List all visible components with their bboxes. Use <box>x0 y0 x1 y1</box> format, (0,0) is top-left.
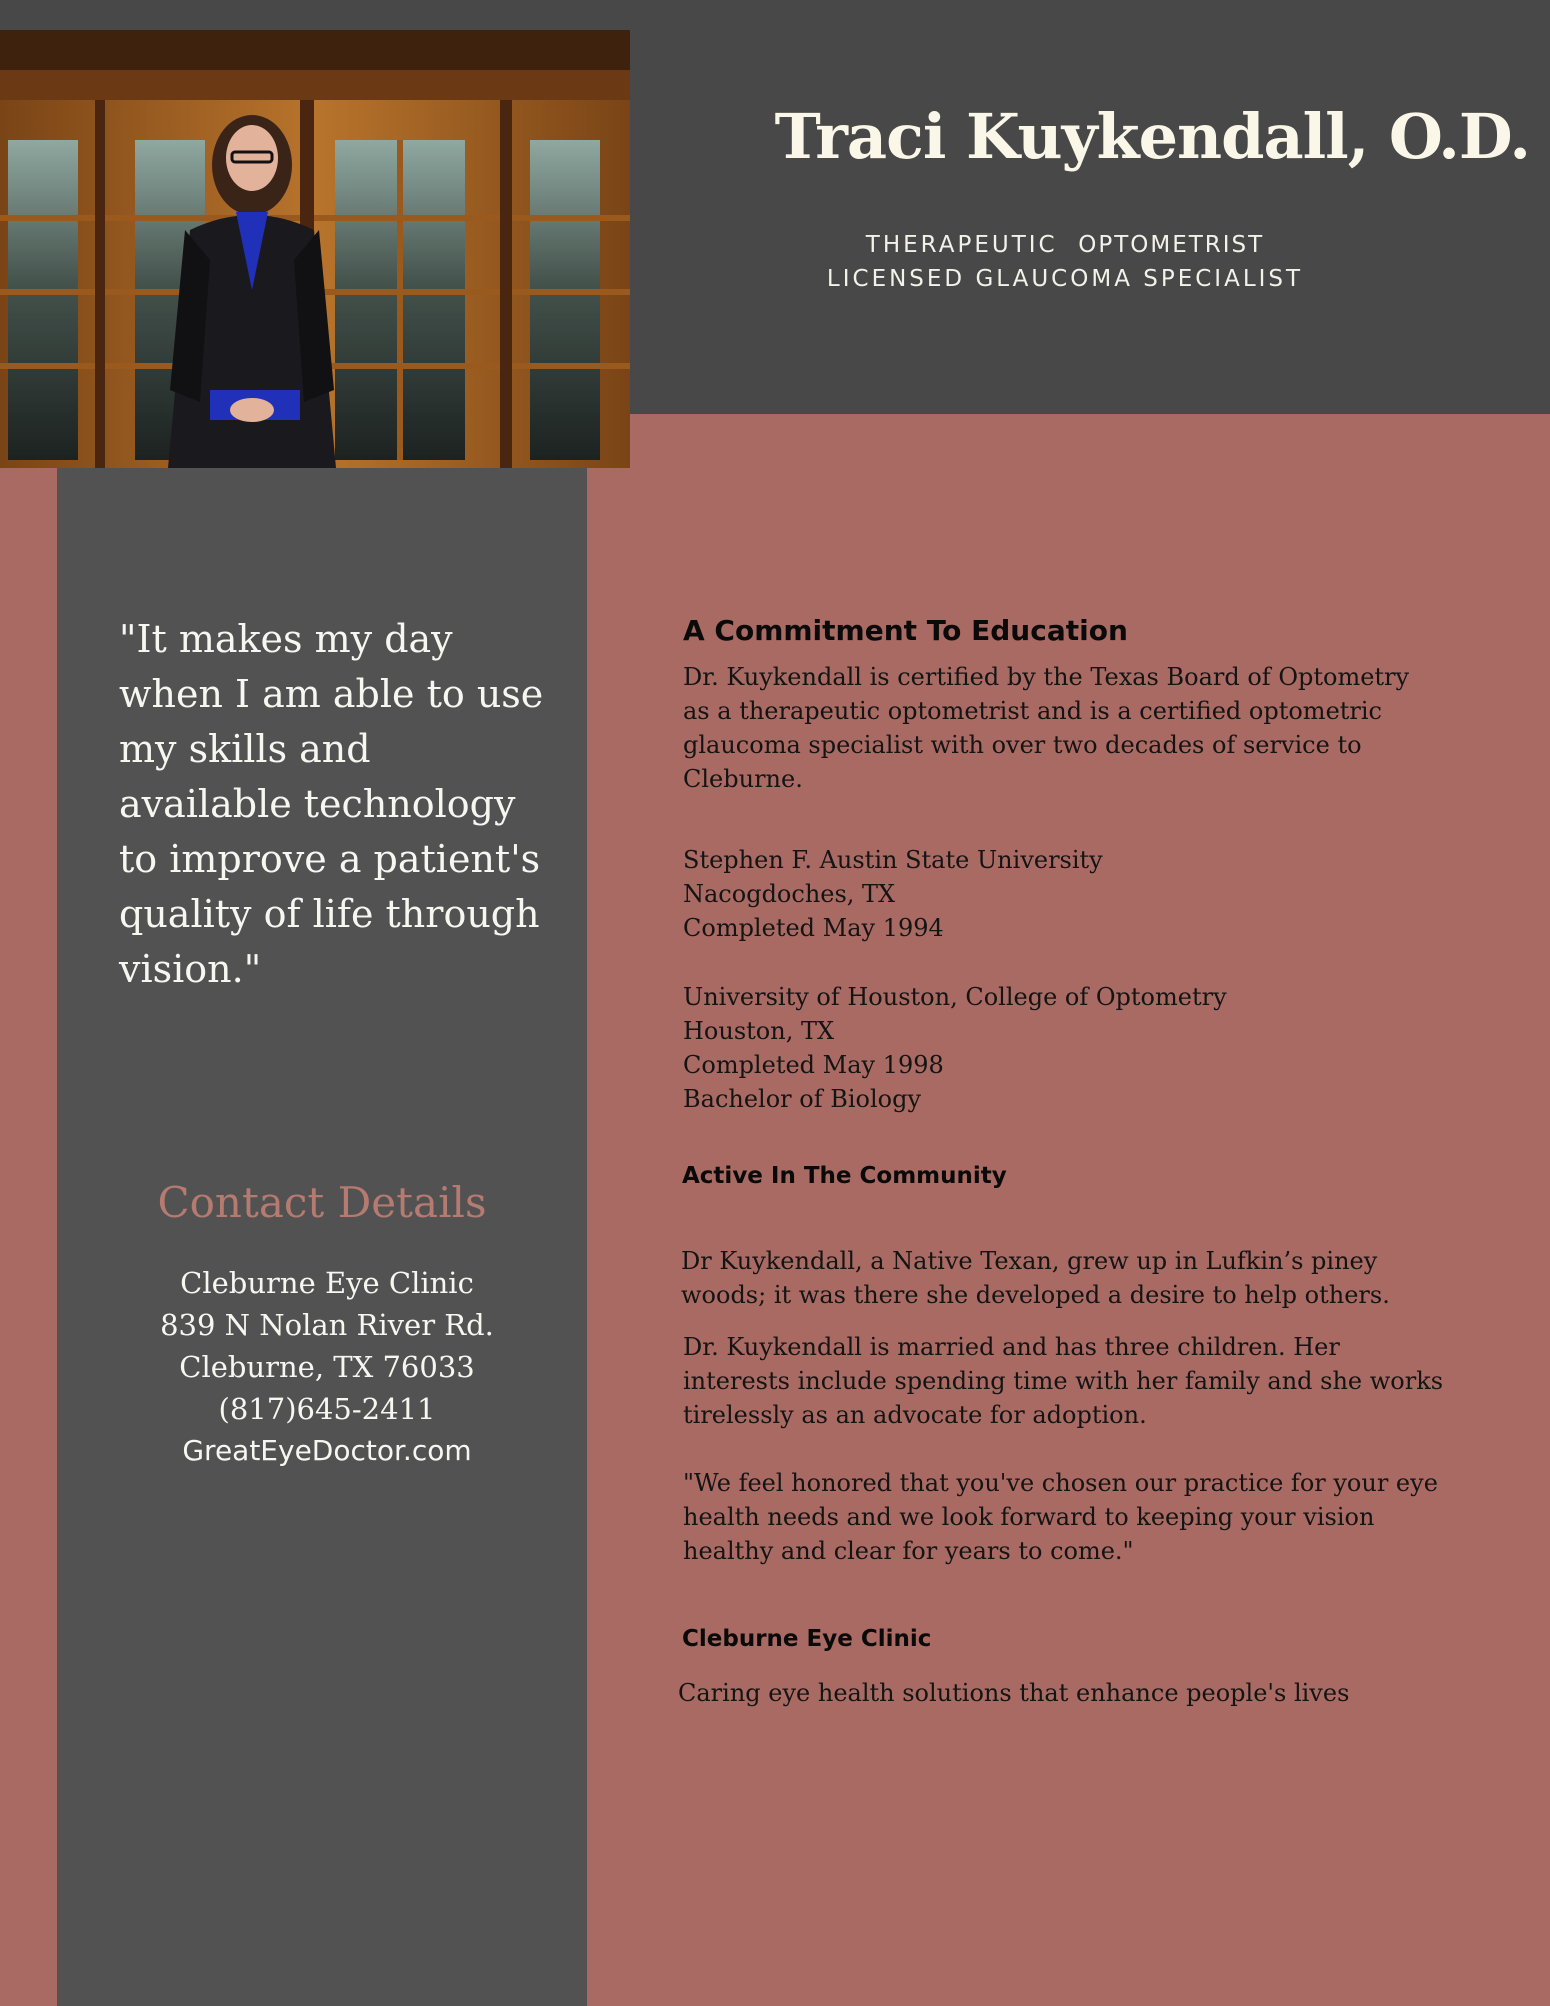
quote-line: vision." <box>119 947 262 991</box>
text-line: woods; it was there she developed a desire to help others. <box>681 1281 1390 1309</box>
quote-line: "It makes my day <box>119 617 453 661</box>
text-line: Houston, TX <box>683 1017 835 1045</box>
text-line: Dr. Kuykendall is married and has three children. Her <box>683 1333 1340 1361</box>
education-school-1 <box>683 843 1483 945</box>
text-line: healthy and clear for years to come." <box>683 1537 1134 1565</box>
contact-clinic-name: Cleburne Eye Clinic <box>180 1266 474 1300</box>
text-line: interests include spending time with her family and she works <box>683 1367 1444 1395</box>
contact-street: 839 N Nolan River Rd. <box>160 1308 494 1342</box>
doctor-quote <box>119 612 569 997</box>
text-line: Bachelor of Biology <box>683 1085 922 1113</box>
community-family-paragraph <box>683 1330 1483 1432</box>
text-line: tirelessly as an advocate for adoption. <box>683 1401 1147 1429</box>
text-line: Dr. Kuykendall is certified by the Texas Board of Optometry <box>683 663 1410 691</box>
community-native-paragraph <box>681 1244 1481 1312</box>
quote-line: to improve a patient's <box>119 837 541 881</box>
community-heading: Active In The Community <box>682 1163 1007 1189</box>
text-line: Caring eye health solutions that enhance people's lives <box>678 1679 1350 1707</box>
text-line: Stephen F. Austin State University <box>683 846 1103 874</box>
text-line: Nacogdoches, TX <box>683 880 896 908</box>
doctor-photo <box>0 30 630 468</box>
clinic-tagline <box>678 1676 1478 1710</box>
text-line: Completed May 1998 <box>683 1051 944 1079</box>
clinic-heading: Cleburne Eye Clinic <box>682 1626 932 1652</box>
education-heading: A Commitment To Education <box>683 614 1128 647</box>
quote-line: quality of life through <box>119 892 540 936</box>
subtitle-therapeutic: THERAPEUTIC <box>865 232 1058 258</box>
text-line: Dr Kuykendall, a Native Texan, grew up in Lufkin’s piney <box>681 1247 1378 1275</box>
subtitle-optometrist: OPTOMETRIST <box>1078 232 1265 258</box>
contact-details-heading: Contact Details <box>157 1178 487 1227</box>
community-honored-quote <box>683 1466 1483 1568</box>
subtitle-line-2: LICENSED GLAUCOMA SPECIALIST <box>826 266 1304 292</box>
text-line: Cleburne. <box>683 765 803 793</box>
text-line: Completed May 1994 <box>683 914 944 942</box>
contact-website-link[interactable]: GreatEyeDoctor.com <box>182 1434 472 1467</box>
quote-line: my skills and <box>119 727 371 771</box>
quote-line: available technology <box>119 782 516 826</box>
contact-phone[interactable]: (817)645-2411 <box>218 1392 436 1426</box>
contact-details <box>57 1262 597 1472</box>
education-intro <box>683 660 1483 796</box>
text-line: glaucoma specialist with over two decades of service to <box>683 731 1362 759</box>
doctor-name: Traci Kuykendall, O.D. <box>774 100 1530 173</box>
education-school-2 <box>683 980 1483 1116</box>
text-line: as a therapeutic optometrist and is a certified optometric <box>683 697 1382 725</box>
text-line: "We feel honored that you've chosen our practice for your eye <box>683 1469 1438 1497</box>
quote-line: when I am able to use <box>119 672 544 716</box>
text-line: University of Houston, College of Optometry <box>683 983 1227 1011</box>
text-line: health needs and we look forward to keeping your vision <box>683 1503 1375 1531</box>
contact-city: Cleburne, TX 76033 <box>179 1350 475 1384</box>
subtitle-line-1 <box>700 232 1430 258</box>
